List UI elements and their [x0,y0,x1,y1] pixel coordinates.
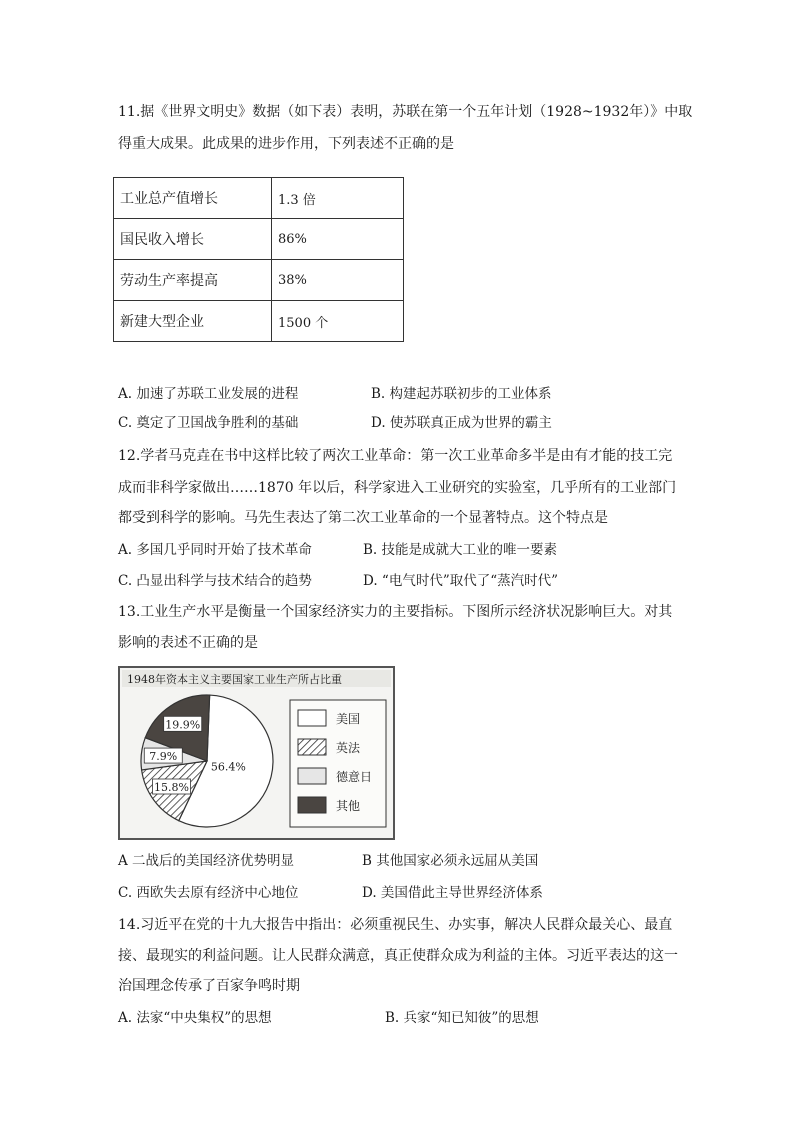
q11-stem-line2: 得重大成果。此成果的进步作用，下列表述不正确的是 [118,136,454,152]
q11-option-d[interactable]: D. 使苏联真正成为世界的霸主 [371,415,552,431]
data-label: 15.8% [154,781,189,795]
q14-stem-line1: 14.习近平在党的十九大报告中指出：必须重视民生、办实事，解决人民群众最关心、最直 [118,917,673,933]
q11-option-b[interactable]: B. 构建起苏联初步的工业体系 [371,386,552,402]
pie-slices [141,695,273,827]
data-label: 19.9% [165,718,201,732]
q11-stem-line1: 11.据《世界文明史》数据（如下表）表明，苏联在第一个五年计划（1928~1932年）》中取 [118,104,693,120]
q13-option-d[interactable]: D. 美国借此主导世界经济体系 [362,885,543,901]
q13-option-b[interactable]: B 其他国家必须永远屈从美国 [362,853,539,869]
table-cell-label: 国民收入增长 [114,219,272,260]
table-row [114,219,404,260]
data-label: 7.9% [149,750,178,764]
q12-option-d[interactable]: D. “电气时代”取代了“蒸汽时代” [363,573,559,589]
table-cell-value: 86% [272,219,404,260]
legend-swatch [298,710,326,726]
q11-data-table [113,177,404,342]
q13-stem-line2: 影响的表述不正确的是 [118,635,258,651]
q14-stem-line3: 治国理念传承了百家争鸣时期 [118,978,300,994]
q12-stem-line2: 成而非科学家做出……1870 年以后，科学家进入工业研究的实验室，几乎所有的工业部门 [118,480,677,496]
table-row [114,301,404,342]
q12-option-c[interactable]: C. 凸显出科学与技术结合的趋势 [118,573,312,589]
table-cell-value: 38% [272,260,404,301]
q14-stem-line2: 接、最现实的利益问题。让人民群众满意，真正使群众成为利益的主体。习近平表达的这一 [118,948,678,964]
legend-label: 德意日 [336,770,373,784]
q12-stem-line1: 12.学者马克垚在书中这样比较了两次工业革命：第一次工业革命多半是由有才能的技工完 [118,448,673,464]
table-cell-value: 1.3 倍 [272,178,404,219]
q13-option-c[interactable]: C. 西欧失去原有经济中心地位 [118,885,299,901]
table-cell-value: 1500 个 [272,301,404,342]
data-label: 56.4% [210,760,246,774]
table-row [114,178,404,219]
legend-label: 英法 [336,741,361,755]
table-cell-label: 劳动生产率提高 [114,260,272,301]
q14-option-a[interactable]: A. 法家“中央集权”的思想 [118,1010,272,1026]
q12-option-a[interactable]: A. 多国几乎同时开始了技术革命 [118,542,312,558]
chart-legend [290,700,386,827]
chart-title: 1948年资本主义主要国家工业生产所占比重 [127,673,342,686]
legend-swatch [298,797,326,813]
q14-option-b[interactable]: B. 兵家“知已知彼”的思想 [385,1010,539,1026]
pie-chart-figure [118,666,395,840]
pie-chart-svg [120,668,393,838]
legend-label: 其他 [336,799,361,813]
q12-option-b[interactable]: B. 技能是成就大工业的唯一要素 [363,542,558,558]
legend-label: 美国 [336,712,361,726]
q11-option-c[interactable]: C. 奠定了卫国战争胜利的基础 [118,415,299,431]
table-cell-label: 新建大型企业 [114,301,272,342]
legend-swatch [298,739,326,755]
table-cell-label: 工业总产值增长 [114,178,272,219]
q13-stem-line1: 13.工业生产水平是衡量一个国家经济实力的主要指标。下图所示经济状况影响巨大。对其 [118,604,673,620]
legend-swatch [298,768,326,784]
q12-stem-line3: 都受到科学的影响。马先生表达了第二次工业革命的一个显著特点。这个特点是 [118,510,608,526]
q11-option-a[interactable]: A. 加速了苏联工业发展的进程 [118,386,299,402]
table-row [114,260,404,301]
q13-option-a[interactable]: A 二战后的美国经济优势明显 [118,853,295,869]
